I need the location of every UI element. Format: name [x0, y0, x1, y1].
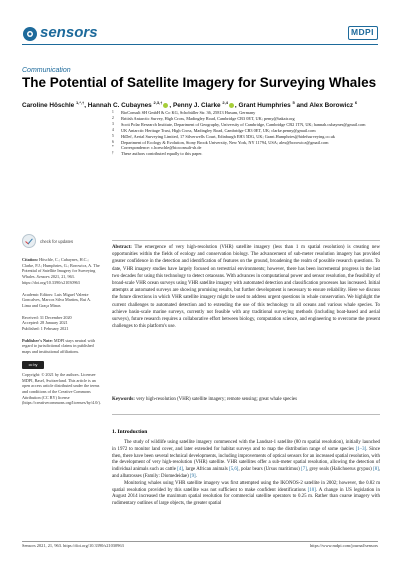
journal-name: sensors: [40, 24, 98, 41]
cc-by-icon: cc by: [22, 361, 44, 369]
received-date: Received: 31 December 2020: [22, 314, 72, 320]
author-name[interactable]: Grant Humphries: [238, 102, 291, 110]
header-divider: [22, 44, 378, 45]
copyright-block: Copyright: © 2021 by the authors. Licensee MDPI, Basel, Switzerland. This article is an open access article distributed under the terms and conditions of the Creative Commons Attribution (CC BY) license (https://creativecommons.org/licenses/by/4.0/).: [22, 371, 101, 406]
author-name[interactable]: Caroline Höschle: [22, 102, 75, 110]
citation-link[interactable]: [5,6]: [229, 467, 239, 473]
author-affil-sup: 2,4: [222, 100, 228, 105]
affiliation-item: 4 UK Antarctic Heritage Trust, High Cross, Madingley Road, Cambridge CB3 0ET, UK; clarke.penny@gmail.com: [112, 127, 316, 133]
citation-label: Citation:: [22, 257, 39, 262]
citation-doi[interactable]: 2021, 21, 963. https://doi.org/10.3390/s21030963: [22, 274, 80, 285]
paragraph: Monitoring whales using VHR satellite imagery was first attempted using the IKONOS-2 satellite in 2002; however, the 0.82 m spatial resolution provided by this satellite was not sufficient to make confident identifications [10]. A change in US legislation in August 2014 increased the maximum spatial resolution for commercial satellite operators to 0.25 m. Rather than coarse imagery with rudimentary outlines of large objects, the greater spatial: [112, 480, 380, 507]
editors-block: Academic Editors: Luis Miguel Valente Goncalves, Marcos Silva Martins, Rui A. Lima and Graça Minas: [22, 291, 92, 308]
author-affil-sup: 5: [292, 100, 295, 105]
keywords: [112, 396, 380, 403]
check-updates-icon: [22, 234, 36, 248]
abstract-top-rule: [112, 240, 380, 241]
article-sidebar: [22, 234, 100, 412]
accepted-date: Accepted: 28 January 2021: [22, 320, 68, 326]
equal-contribution-note: † These authors contributed equally to this paper.: [112, 151, 203, 157]
citation-journal: Sensors: [36, 274, 50, 280]
journal-logo: [22, 24, 98, 42]
author-name[interactable]: Alex Borowicz: [309, 102, 354, 110]
affiliation-item: 6 Department of Ecology & Evolution, Stony Brook University, New York, NY 11794, USA; alex@borowicz@gmail.com: [112, 139, 329, 145]
affiliation-item: 1 BioConsult SH GmbH & Co KG, Schobüller Str. 36, 25813 Husum, Germany: [112, 110, 256, 115]
affiliation-list: [112, 110, 380, 157]
journal-logo-icon: [22, 26, 38, 42]
check-updates-label: check for updates: [40, 238, 74, 244]
author-affil-sup: 6: [354, 100, 358, 105]
article-type: Communication: [22, 67, 71, 74]
introduction-body: [112, 440, 380, 508]
publisher-note-text: MDPI stays neutral with regard to jurisdictional claims in published maps and institutional affiliations.: [22, 337, 95, 355]
author-affil-sup: 2,3,†: [153, 100, 163, 105]
abstract-bottom-rule: [112, 414, 380, 415]
citation-link[interactable]: [4]: [177, 467, 183, 473]
footer-journal-link[interactable]: https://www.mdpi.com/journal/sensors: [309, 543, 378, 548]
citation-link[interactable]: [8]: [373, 467, 379, 473]
paper-title: The Potential of Satellite Imagery for Surveying Whales: [22, 75, 377, 90]
abstract-text: The emergence of very high-resolution (VHR) satellite imagery (less than 1 m spatial resolution) is creating new opportunities within the fields of ecology and conservation biology. The advancement of sub-meter resolution imagery has provided greater confidence in the detection and identification of features on the ground, broadening the realm of possible research questions. To date, VHR imagery studies have largely focused on terrestrial environments; however, there has been incremental progress in the last two decades for using this technology to detect cetaceans. With advances in computational power and sensor resolution, the feasibility of broad-scale VHR ocean surveys using VHR satellite imagery with automated detection and classification processes has increased. Initial attempts at automated surveys are showing promising results, but further development is necessary to ensure reliability. Here we discuss the future directions in which VHR satellite imagery might be used to address urgent questions in whale conservation. We highlight the current challenges to automated detection and to extending the use of this technology to all oceans and various whale species. To achieve basin-scale marine surveys, currently not feasible with any traditional surveying methods (including boat-based and aerial surveys), future research requires a collaborative effort between biology, computation science, and engineering to overcome the present challenges to this platform's use.: [112, 245, 380, 330]
journal-header: [22, 26, 378, 48]
published-date: Published: 1 February 2021: [22, 326, 69, 332]
correspondence-item: * Correspondence: c.hoeschle@bioconsult-sh.de: [112, 145, 202, 151]
citation-link[interactable]: [7]: [301, 467, 307, 473]
author-name[interactable]: Penny J. Clarke: [172, 102, 221, 110]
publisher-logo-text: MDPI: [351, 27, 374, 37]
author-affil-sup: 1,*,†: [76, 100, 85, 105]
license-badge[interactable]: [22, 361, 100, 369]
orcid-icon[interactable]: [163, 103, 168, 108]
author-name[interactable]: Hannah C. Cubaynes: [87, 102, 152, 110]
publisher-logo[interactable]: [348, 26, 378, 40]
publisher-note: [22, 338, 100, 355]
citation-link[interactable]: [9]: [189, 473, 196, 479]
orcid-icon[interactable]: [229, 103, 234, 108]
check-updates-button[interactable]: [22, 234, 100, 248]
keywords-label: Keywords:: [112, 397, 135, 402]
paragraph: The study of wildlife using satellite imagery commenced with the Landsat-1 satellite (80 m spatial resolution), initially launched in 1972 to monitor land cover, and later extended for habitat surveys and to map the distribution range of some species [1–3]. Since then, there have been several technical developments, including improvements of optical sensors for an increased spatial resolution, with the development of very high-resolution (VHR) satellite. VHR satellites offer a sub-meter spatial resolution, allowing the detection of individual animals such as cattle [4], large African animals [5,6], polar bears (Ursus maritimus) [7], grey seals (Halichoerus grypus) [8], and albatrosses (Family: Diomedeidae) [9].: [112, 440, 380, 479]
abstract-label: Abstract:: [112, 245, 132, 250]
publisher-note-label: Publisher's Note:: [22, 337, 53, 343]
affiliation-item: 3 Scott Polar Research Institute, Department of Geography, University of Cambridge, Cambridge CB2 1TN, UK; hannah.cubaynes@gmail.com: [112, 121, 366, 127]
author-list: Caroline Höschle $^{1,*,\dagger}$, Hannah C. Cubaynes $^{2,3,\dagger}$ , Penny J. Clarke $^{2,4}$ , Grant Humphries $^5$ and Alex Borowicz $^6$: [22, 100, 358, 110]
dates-block: [22, 315, 100, 332]
abstract: [112, 244, 380, 330]
footer-divider: [22, 541, 378, 542]
section-heading: 1. Introduction: [112, 429, 148, 435]
footer-citation[interactable]: Sensors 2021, 21, 963. https://doi.org/10.3390/s21030963: [22, 543, 124, 548]
citation-block: [22, 257, 100, 286]
citation-link[interactable]: [1–3]: [355, 446, 367, 452]
citation-text: Höschle, C.; Cubaynes, H.C.; Clarke, P.J.; Humphries, G.; Borowicz, A. The Potential of Satellite Imagery for Surveying Whales.: [22, 257, 100, 280]
affiliation-item: 5 HiDef, Aerial Surveying Limited, 17 Silverwells Court, Edinburgh EH3 5DG, UK; Grant.Humphries@hidefsurveying.co.uk: [112, 133, 335, 139]
affiliation-item: 2 British Antarctic Survey, High Cross, Madingley Road, Cambridge CB3 0ET, UK; pemy@bakair.org: [112, 115, 295, 121]
keywords-text: very high-resolution (VHR) satellite imagery; remote sensing; great whale species: [136, 397, 297, 402]
citation-link[interactable]: [10]: [307, 487, 316, 493]
